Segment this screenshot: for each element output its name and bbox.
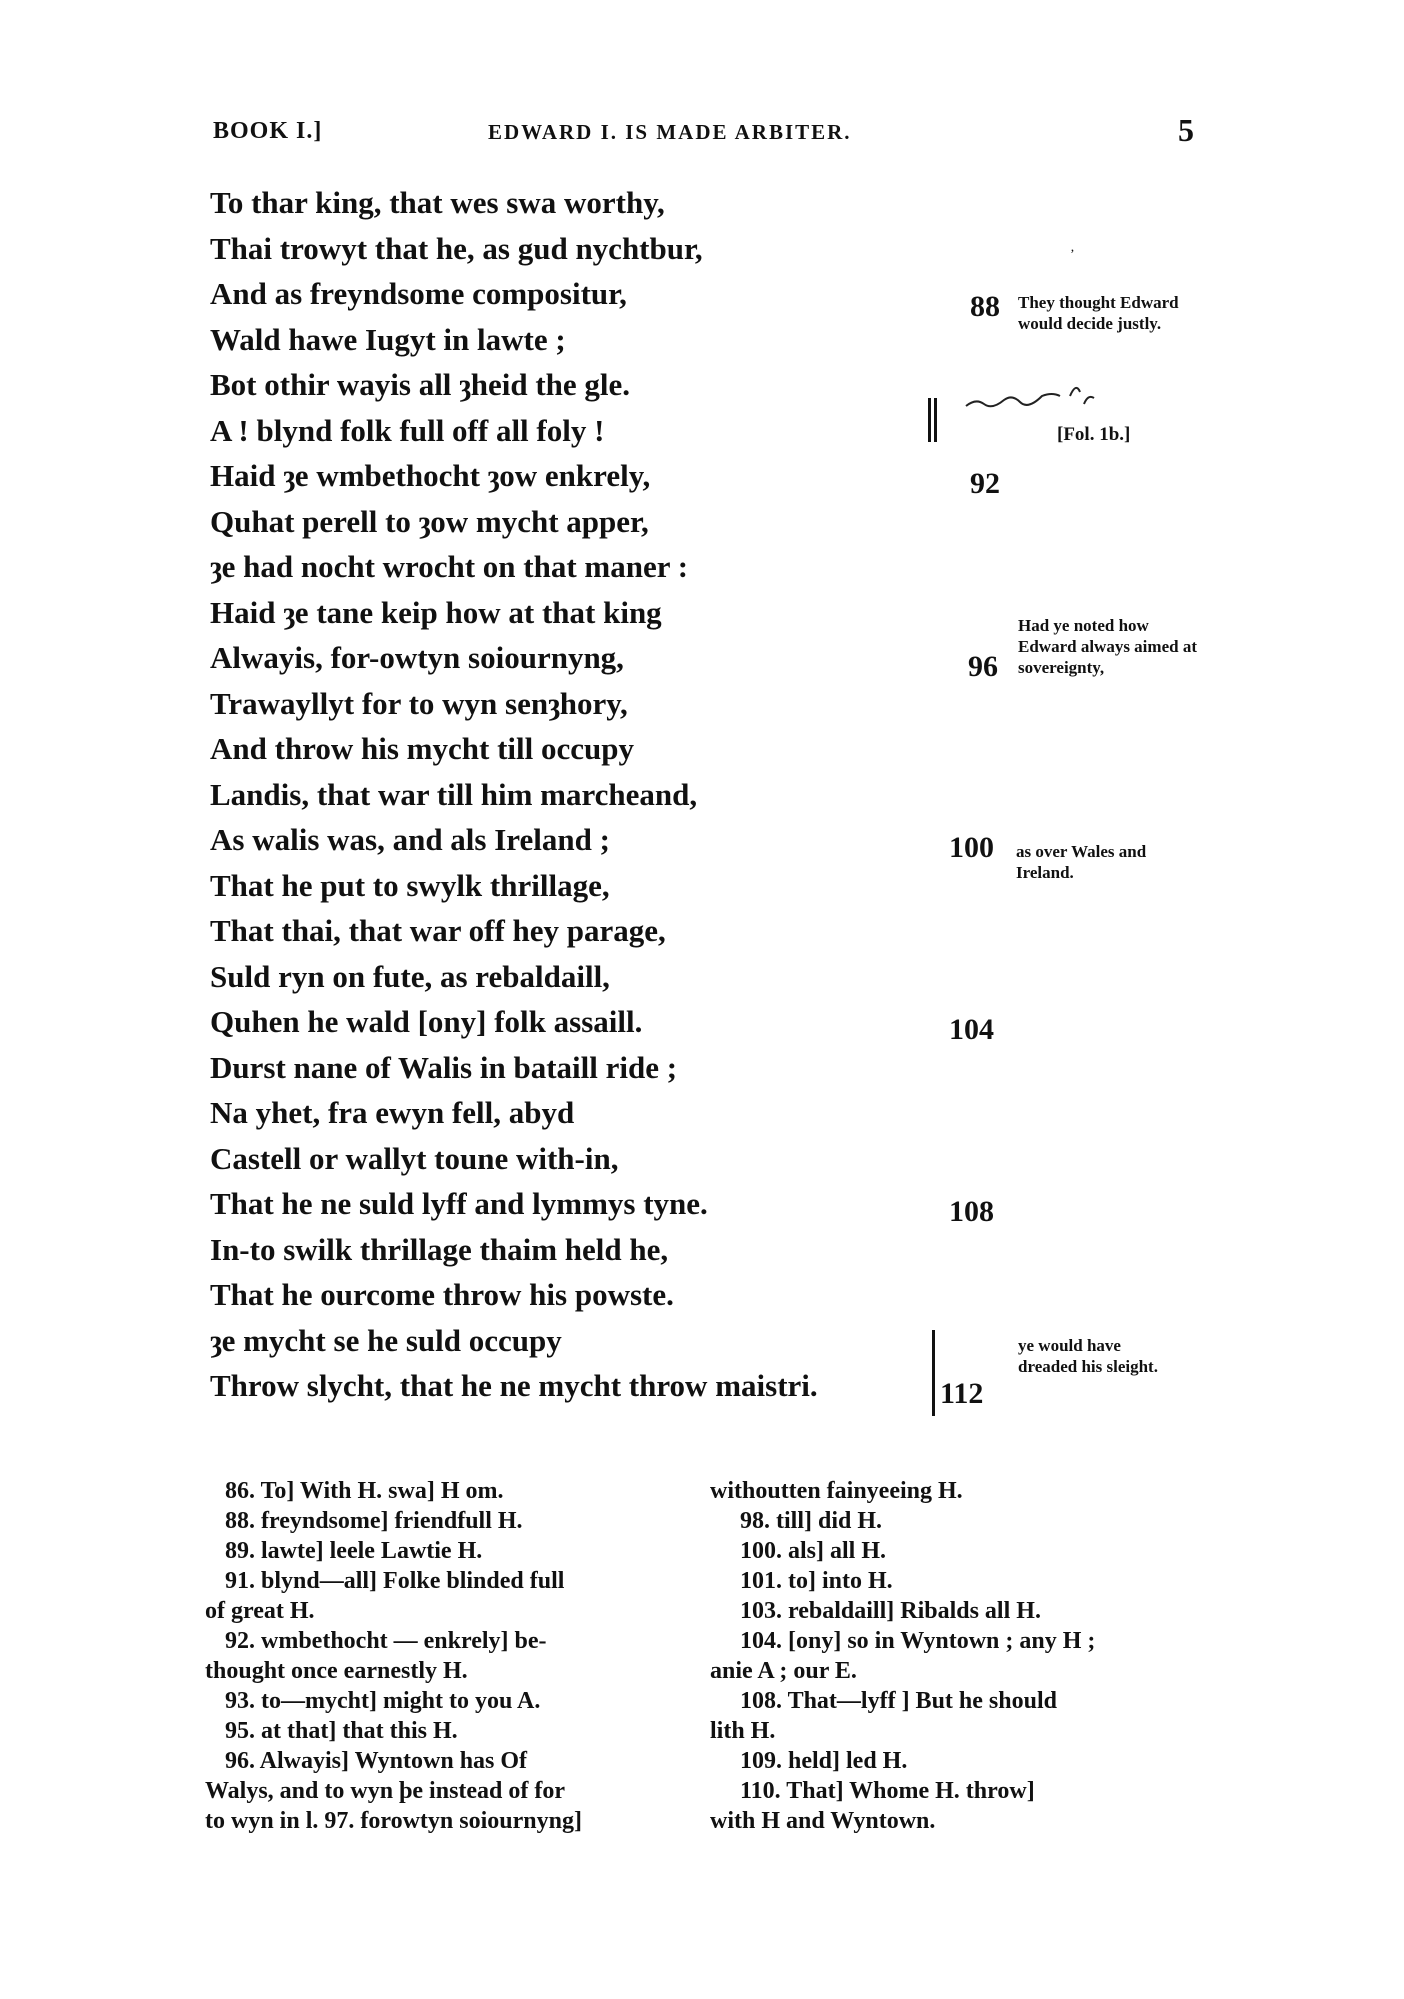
verse-line: Trawayllyt for to wyn senȝhory,	[210, 686, 628, 721]
footnote-line: anie A ; our E.	[710, 1658, 857, 1684]
verse-line: Thai trowyt that he, as gud nychtbur,	[210, 231, 703, 266]
footnote-line: 101. to] into H.	[740, 1568, 893, 1594]
footnote-line: 88. freyndsome] friendfull H.	[225, 1508, 523, 1534]
margin-dot: ‚	[1070, 240, 1075, 255]
page-number: 5	[1178, 112, 1194, 148]
margin-rule	[928, 398, 931, 442]
verse-line: Landis, that war till him marcheand,	[210, 777, 698, 812]
verse-line: That he put to swylk thrillage,	[210, 868, 610, 903]
line-number: 88	[970, 290, 1000, 323]
side-note: as over Wales and Ireland.	[1016, 842, 1147, 882]
footnote-line: with H and Wyntown.	[710, 1808, 936, 1834]
side-note: ye would have dreaded his sleight.	[1018, 1336, 1158, 1376]
verse-line: Quhat perell to ȝow mycht apper,	[210, 504, 649, 539]
verse-line: ȝe mycht se he suld occupy	[210, 1323, 562, 1358]
handwritten-scribble-icon	[960, 376, 1110, 416]
verse-line: Throw slycht, that he ne mycht throw maistri.	[210, 1368, 818, 1403]
verse-line: Bot othir wayis all ȝheid the gle.	[210, 367, 631, 402]
footnote-line: 103. rebaldaill] Ribalds all H.	[740, 1598, 1041, 1624]
line-number: 96	[968, 650, 998, 683]
footnote-line: 109. held] led H.	[740, 1748, 908, 1774]
footnote-line: 92. wmbethocht — enkrely] be-	[225, 1628, 547, 1654]
footnote-line: 110. That] Whome H. throw]	[740, 1778, 1035, 1804]
verse-line: Durst nane of Walis in bataill ride ;	[210, 1050, 678, 1085]
footnote-line: to wyn in l. 97. forowtyn soiournyng]	[205, 1808, 582, 1834]
verse-line: Alwayis, for-owtyn soiournyng,	[210, 640, 624, 675]
footnote-line: 91. blynd—all] Folke blinded full	[225, 1568, 565, 1594]
folio-reference: [Fol. 1b.]	[1057, 424, 1131, 445]
verse-line: And as freyndsome compositur,	[210, 276, 627, 311]
verse-line: Wald hawe Iugyt in lawte ;	[210, 322, 566, 357]
footnote-line: thought once earnestly H.	[205, 1658, 468, 1684]
footnote-line: 96. Alwayis] Wyntown has Of	[225, 1748, 528, 1774]
footnote-line: Walys, and to wyn þe instead of for	[205, 1778, 566, 1804]
verse-line: That thai, that war off hey parage,	[210, 913, 666, 948]
footnote-line: withoutten fainyeeing H.	[710, 1478, 963, 1504]
verse-line: Haid ȝe wmbethocht ȝow enkrely,	[210, 458, 651, 493]
line-number: 108	[949, 1195, 994, 1228]
footnote-line: 89. lawte] leele Lawtie H.	[225, 1538, 483, 1564]
verse-line: A ! blynd folk full off all foly !	[210, 413, 605, 448]
verse-line: Haid ȝe tane keip how at that king	[210, 595, 662, 630]
verse-line: In-to swilk thrillage thaim held he,	[210, 1232, 669, 1267]
line-number: 92	[970, 467, 1000, 500]
footnote-line: 100. als] all H.	[740, 1538, 887, 1564]
margin-rule	[932, 1330, 935, 1416]
verse-line: Na yhet, fra ewyn fell, abyd	[210, 1095, 575, 1130]
side-note: They thought Edward would decide justly.	[1018, 293, 1179, 333]
line-number: 112	[940, 1377, 984, 1410]
running-head-title: EDWARD I. IS MADE ARBITER.	[488, 120, 852, 144]
running-head-book: BOOK I.]	[213, 118, 323, 144]
verse-line: ȝe had nocht wrocht on that maner :	[210, 549, 689, 584]
footnote-line: of great H.	[205, 1598, 315, 1624]
line-number: 104	[949, 1013, 994, 1046]
verse-line: Castell or wallyt toune with-in,	[210, 1141, 619, 1176]
verse-line: As walis was, and als Ireland ;	[210, 822, 610, 857]
footnote-line: 93. to—mycht] might to you A.	[225, 1688, 541, 1714]
footnote-line: 86. To] With H. swa] H om.	[225, 1478, 504, 1504]
verse-line: Suld ryn on fute, as rebaldaill,	[210, 959, 610, 994]
footnote-line: 104. [ony] so in Wyntown ; any H ;	[740, 1628, 1096, 1654]
side-note: Had ye noted how Edward always aimed at sovereignty,	[1018, 616, 1197, 677]
footnote-line: 98. till] did H.	[740, 1508, 883, 1534]
verse-line: That he ne suld lyff and lymmys tyne.	[210, 1186, 708, 1221]
margin-rule	[934, 398, 937, 442]
line-number: 100	[949, 831, 994, 864]
verse-line: And throw his mycht till occupy	[210, 731, 634, 766]
footnote-line: 95. at that] that this H.	[225, 1718, 458, 1744]
verse-line: That he ourcome throw his powste.	[210, 1277, 674, 1312]
verse-line: Quhen he wald [ony] folk assaill.	[210, 1004, 643, 1039]
verse-line: To thar king, that wes swa worthy,	[210, 185, 665, 220]
footnote-line: lith H.	[710, 1718, 776, 1744]
footnote-line: 108. That—lyff ] But he should	[740, 1688, 1057, 1714]
